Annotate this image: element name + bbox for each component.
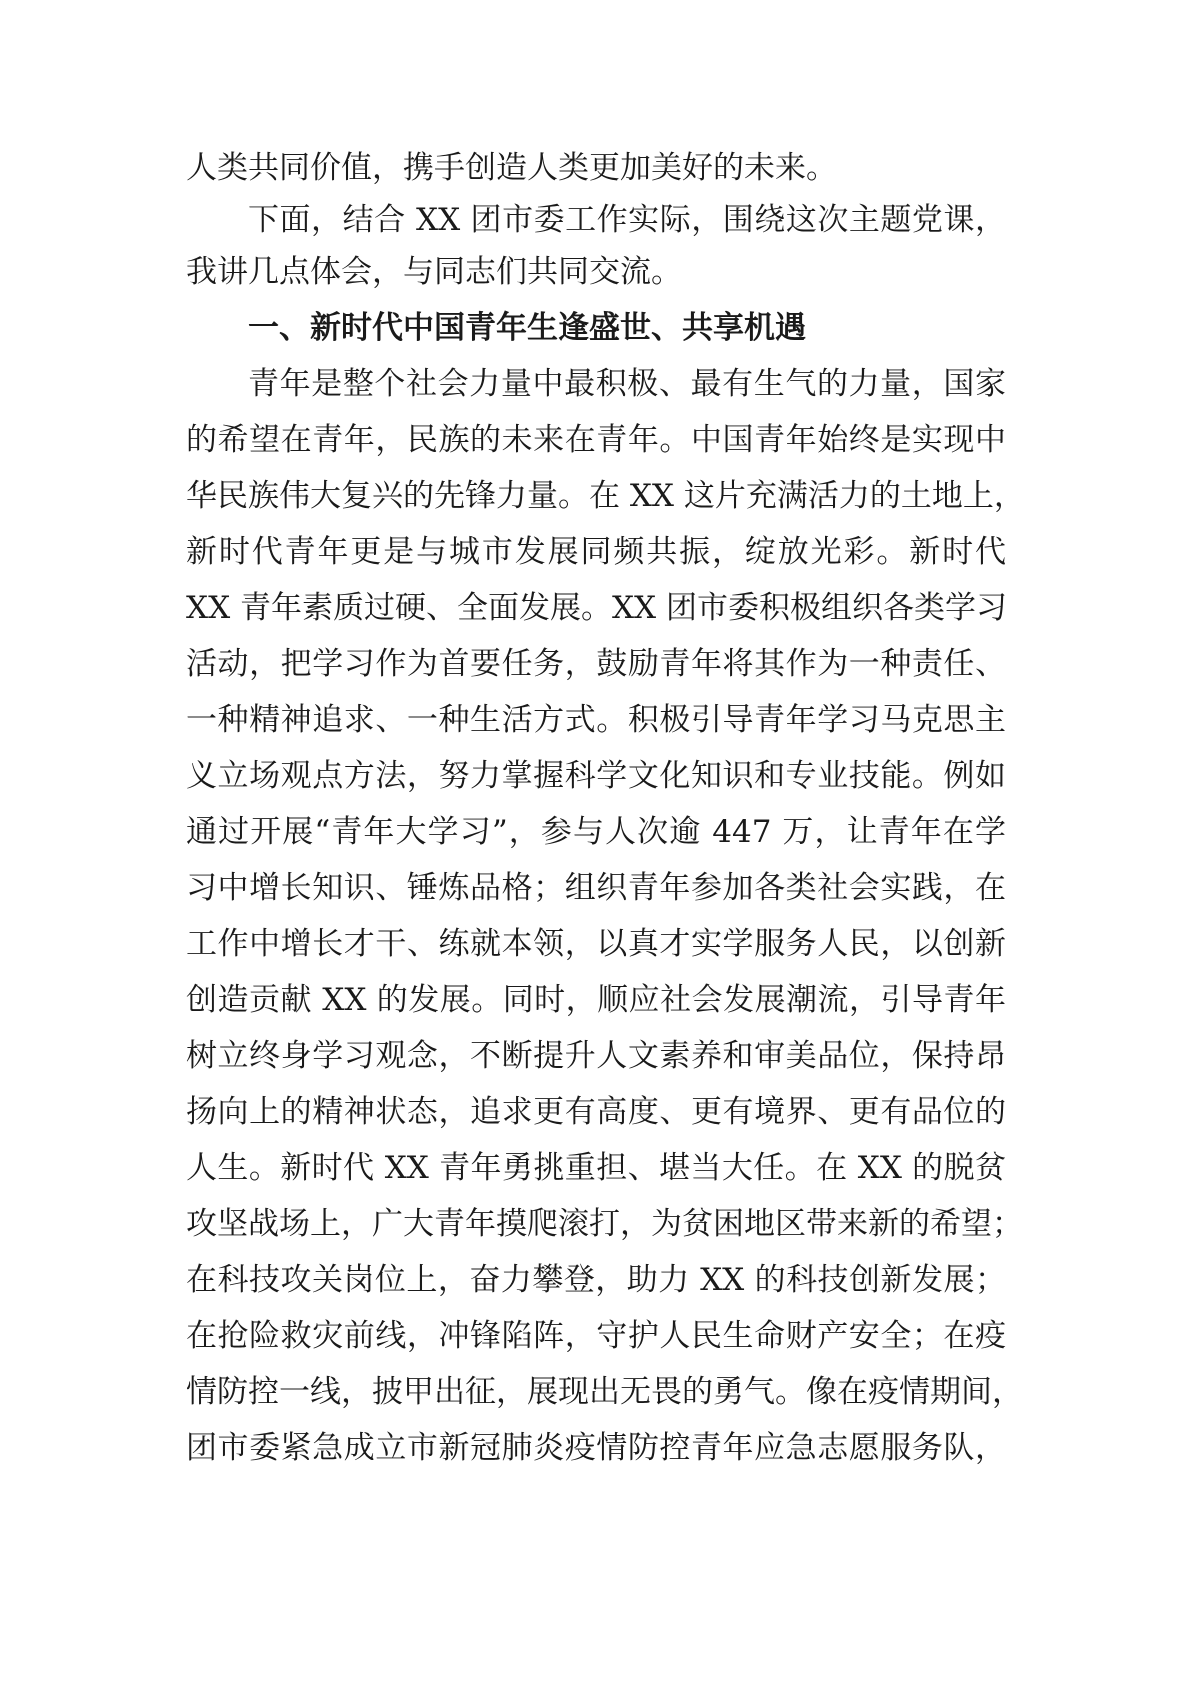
text-line: 下面，结合 XX 团市委工作实际，围绕这次主题党课， [248, 202, 1006, 238]
text-line: 树立终身学习观念，不断提升人文素养和审美品位，保持昂 [186, 1038, 1006, 1074]
text-line: XX 青年素质过硬、全面发展。XX 团市委积极组织各类学习 [186, 590, 1007, 626]
text-line: 团市委紧急成立市新冠肺炎疫情防控青年应急志愿服务队， [186, 1430, 1006, 1466]
text-line: 活动，把学习作为首要任务，鼓励青年将其作为一种责任、 [186, 646, 1006, 682]
text-line: 新时代青年更是与城市发展同频共振，绽放光彩。新时代 [186, 534, 1006, 570]
text-line: 的希望在青年，民族的未来在青年。中国青年始终是实现中 [186, 422, 1006, 458]
text-line: 习中增长知识、锤炼品格；组织青年参加各类社会实践，在 [186, 870, 1006, 906]
text-line: 创造贡献 XX 的发展。同时，顺应社会发展潮流，引导青年 [186, 982, 1006, 1018]
text-line: 情防控一线，披甲出征，展现出无畏的勇气。像在疫情期间， [186, 1374, 1023, 1410]
text-line: 扬向上的精神状态，追求更有高度、更有境界、更有品位的 [186, 1094, 1006, 1130]
section-heading: 一、新时代中国青年生逢盛世、共享机遇 [248, 310, 806, 346]
text-line: 一种精神追求、一种生活方式。积极引导青年学习马克思主 [186, 702, 1006, 738]
text-line: 华民族伟大复兴的先锋力量。在 XX 这片充满活力的土地上， [186, 478, 1025, 514]
text-line: 义立场观点方法，努力掌握科学文化知识和专业技能。例如 [186, 758, 1006, 794]
text-line: 人生。新时代 XX 青年勇挑重担、堪当大任。在 XX 的脱贫 [186, 1150, 1006, 1186]
text-line: 人类共同价值，携手创造人类更加美好的未来。 [186, 150, 837, 186]
text-line: 工作中增长才干、练就本领，以真才实学服务人民，以创新 [186, 926, 1006, 962]
text-line: 青年是整个社会力量中最积极、最有生气的力量，国家 [248, 366, 1006, 402]
text-line: 我讲几点体会，与同志们共同交流。 [186, 254, 682, 290]
text-line: 在抢险救灾前线，冲锋陷阵，守护人民生命财产安全；在疫 [186, 1318, 1006, 1354]
text-line: 通过开展“青年大学习”，参与人次逾 447 万，让青年在学 [186, 814, 1006, 850]
text-line: 攻坚战场上，广大青年摸爬滚打，为贫困地区带来新的希望； [186, 1206, 1023, 1242]
text-line: 在科技攻关岗位上，奋力攀登，助力 XX 的科技创新发展； [186, 1262, 1006, 1298]
